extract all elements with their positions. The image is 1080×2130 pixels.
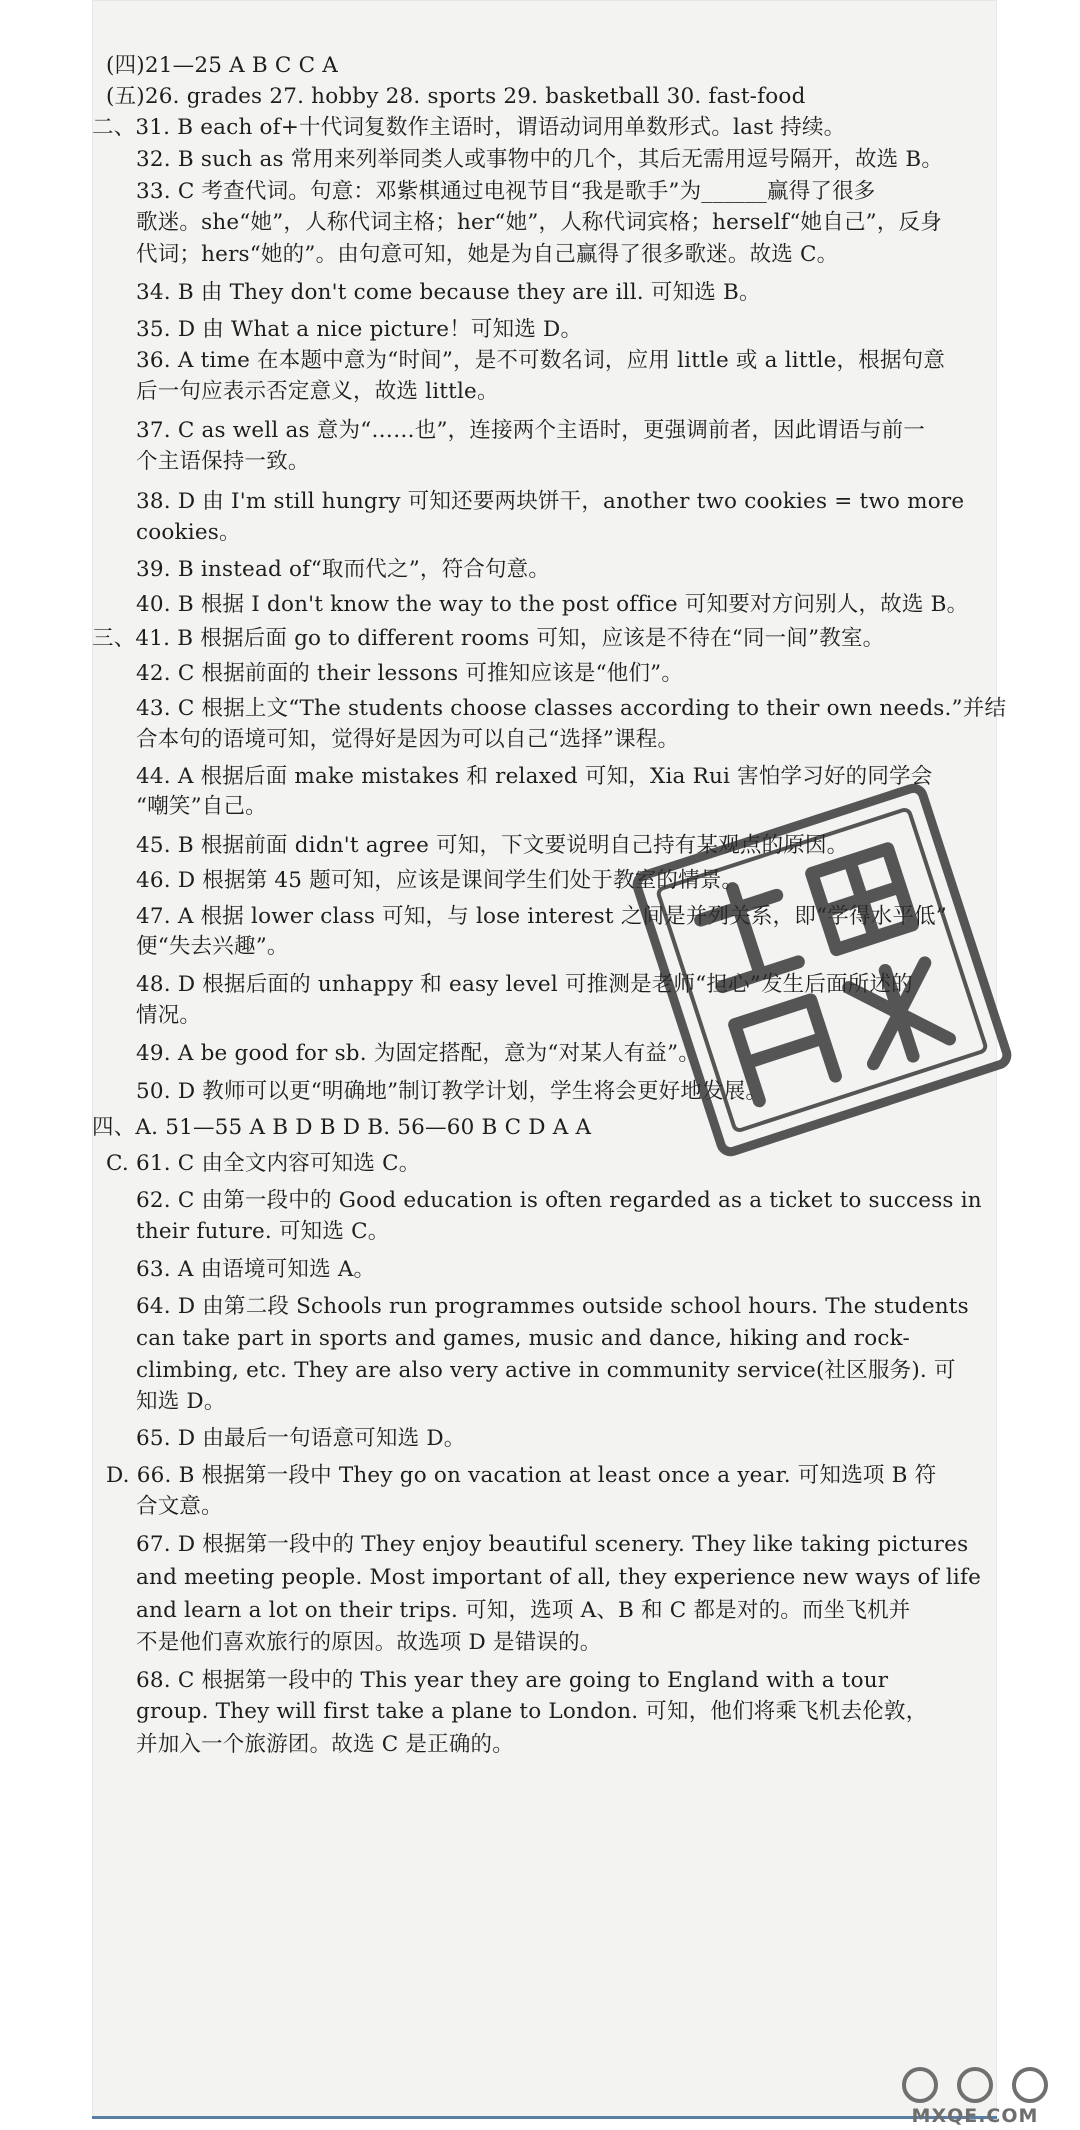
answer-line: 34. B 由 They don't come because they are ill. 可知选 B。 [136,280,761,305]
answer-line: 65. D 由最后一句语意可知选 D。 [136,1426,466,1451]
answer-line: 歌迷。she“她”，人称代词主格；her“她”，人称代词宾格；herself“她自己”，反身 [136,210,942,235]
answer-line: 37. C as well as 意为“……也”，连接两个主语时，更强调前者，因此谓语与前一 [136,418,926,443]
answer-line: 32. B such as 常用来列举同类人或事物中的几个，其后无需用逗号隔开，故选 B。 [136,147,944,172]
answer-line: 43. C 根据上文“The students choose classes according to their own needs.”并结 [136,696,1007,721]
answer-line: 47. A 根据 lower class 可知，与 lose interest 之间是并列关系，即“学得水平低” [136,904,947,929]
answer-line: 44. A 根据后面 make mistakes 和 relaxed 可知，Xia Rui 害怕学习好的同学会 [136,764,933,789]
logo-text: MXQE.COM [911,2105,1039,2127]
answer-line: “嘲笑”自己。 [136,794,267,819]
answer-line: 不是他们喜欢旅行的原因。故选项 D 是错误的。 [136,1630,602,1655]
answer-line: 并加入一个旅游团。故选 C 是正确的。 [136,1732,514,1757]
answer-line: 64. D 由第二段 Schools run programmes outside school hours. The students [136,1294,969,1319]
answer-line: 38. D 由 I'm still hungry 可知还要两块饼干，another two cookies = two more [136,489,965,514]
answer-line: 33. C 考查代词。句意：邓紫棋通过电视节目“我是歌手”为______赢得了很多 [136,179,876,204]
answer-line: can take part in sports and games, music and dance, hiking and rock- [136,1326,910,1351]
answer-line: 三、41. B 根据后面 go to different rooms 可知，应该是不待在“同一间”教室。 [92,626,885,651]
answer-line: their future. 可知选 C。 [136,1219,390,1244]
watermark-stamp-icon [609,761,1034,1180]
answer-line: 后一句应表示否定意义，故选 little。 [136,379,499,404]
answer-line: 68. C 根据第一段中的 This year they are going to England with a tour [136,1668,889,1693]
answer-line: and meeting people. Most important of all, they experience new ways of life [136,1565,982,1590]
answer-line: cookies。 [136,520,241,545]
answer-line: climbing, etc. They are also very active in community service(社区服务). 可 [136,1358,956,1383]
answer-line: 二、31. B each of+十代词复数作主语时，谓语动词用单数形式。last 持续。 [92,115,846,140]
answer-line: 48. D 根据后面的 unhappy 和 easy level 可推测是老师“担心”发生后面所述的 [136,972,913,997]
answer-line: 67. D 根据第一段中的 They enjoy beautiful scenery. They like taking pictures [136,1532,969,1557]
answer-line: 40. B 根据 I don't know the way to the post office 可知要对方问别人，故选 B。 [136,592,969,617]
answer-line: group. They will first take a plane to London. 可知，他们将乘飞机去伦敦， [136,1699,928,1724]
answer-line: 36. A time 在本题中意为“时间”，是不可数名词，应用 little 或 a little，根据句意 [136,348,946,373]
answer-line: 代词；hers“她的”。由句意可知，她是为自己赢得了很多歌迷。故选 C。 [136,242,839,267]
answer-line: D. 66. B 根据第一段中 They go on vacation at least once a year. 可知选项 B 符 [106,1463,937,1488]
answer-line: (五)26. grades 27. hobby 28. sports 29. basketball 30. fast-food [106,84,806,109]
watermark-logo [880,2065,1070,2127]
answer-line: 知选 D。 [136,1389,226,1414]
answer-line: and learn a lot on their trips. 可知，选项 A、B 和 C 都是对的。而坐飞机并 [136,1598,911,1623]
answer-line: 便“失去兴趣”。 [136,934,289,959]
answer-line: 49. A be good for sb. 为固定搭配，意为“对某人有益”。 [136,1041,701,1066]
answer-line: 42. C 根据前面的 their lessons 可推知应该是“他们”。 [136,661,684,686]
answer-line: 50. D 教师可以更“明确地”制订教学计划，学生将会更好地发展。 [136,1079,768,1104]
answer-logo-icon [880,2065,1070,2105]
answer-line: 个主语保持一致。 [136,449,310,474]
answer-line: 39. B instead of“取而代之”，符合句意。 [136,557,551,582]
answer-line: 35. D 由 What a nice picture！可知选 D。 [136,317,583,342]
answer-line: 62. C 由第一段中的 Good education is often regarded as a ticket to success in [136,1188,982,1213]
answer-line: (四)21—25 A B C C A [106,53,339,78]
answer-key-page [92,0,1007,2118]
answer-line: C. 61. C 由全文内容可知选 C。 [106,1151,421,1176]
answer-line: 四、A. 51—55 A B D B D B. 56—60 B C D A A [92,1115,592,1140]
answer-line: 情况。 [136,1003,202,1028]
answer-line: 45. B 根据前面 didn't agree 可知，下文要说明自己持有某观点的原因。 [136,833,849,858]
page-bottom-rule [92,2116,997,2119]
answer-line: 46. D 根据第 45 题可知，应该是课间学生们处于教室的情景。 [136,868,744,893]
answer-line: 合文意。 [136,1494,223,1519]
answer-line: 合本句的语境可知，觉得好是因为可以自己“选择”课程。 [136,727,680,752]
answer-line: 63. A 由语境可知选 A。 [136,1257,376,1282]
